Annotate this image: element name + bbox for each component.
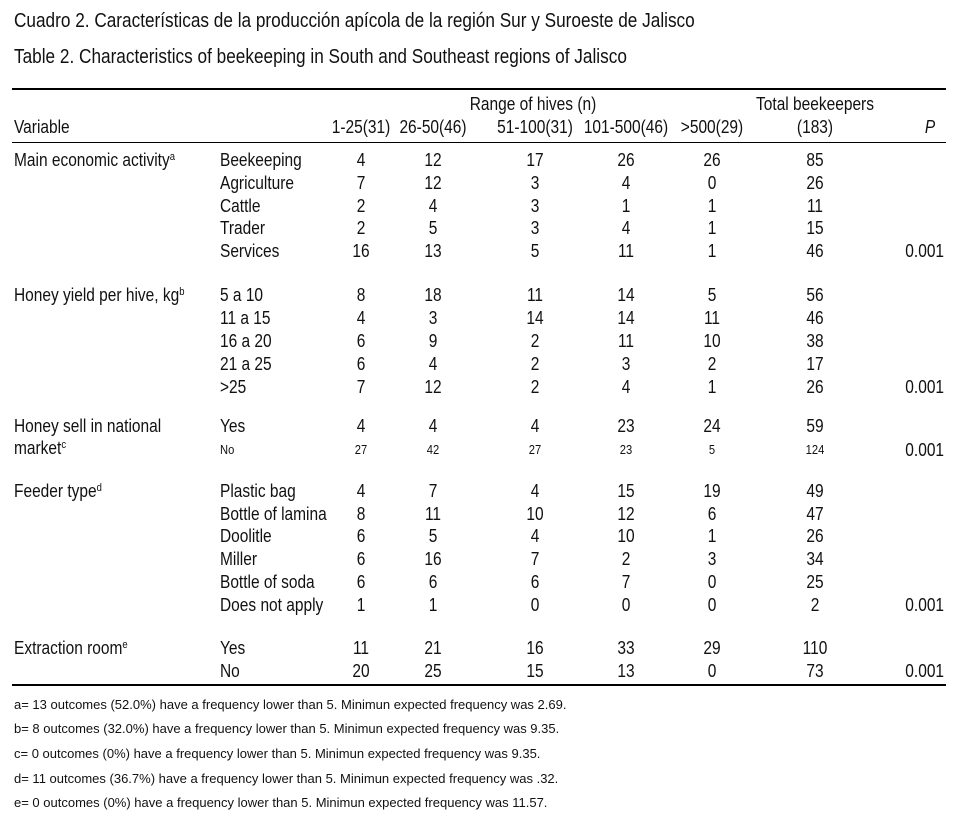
table-cell: 11 (617, 241, 635, 261)
table-cell: 3 (530, 218, 540, 238)
table-cell: 11 (424, 504, 442, 524)
table-cell: 24 (703, 416, 721, 436)
table-cell: 6 (356, 354, 366, 374)
variable-label (14, 416, 161, 437)
table-cell: 0 (707, 661, 717, 681)
header-rule (12, 142, 946, 143)
row-label: Doolitle (220, 526, 272, 546)
footnote-marker: a (169, 151, 175, 163)
table-cell: 6 (356, 549, 366, 569)
table-cell: 11 (526, 285, 544, 305)
table-cell: 7 (530, 549, 540, 569)
row-label: 5 a 10 (220, 285, 264, 305)
total-cell: 26 (806, 377, 824, 397)
table-cell: 4 (621, 377, 631, 397)
table-cell: 1 (356, 595, 366, 615)
variable-label (14, 150, 175, 171)
row-label: Cattle (220, 196, 261, 216)
table-cell: 7 (356, 173, 366, 193)
total-cell: 110 (802, 638, 828, 658)
table-cell: 10 (526, 504, 544, 524)
table-cell: 20 (352, 661, 370, 681)
table-cell: 12 (617, 504, 635, 524)
table-cell: 4 (428, 354, 438, 374)
p-value: 0.001 (905, 595, 944, 615)
table-cell: 2 (621, 549, 631, 569)
range-of-hives-header: Range of hives (n) (469, 94, 597, 114)
row-label: 21 a 25 (220, 354, 272, 374)
total-cell: 46 (806, 241, 824, 261)
total-n-header: (183) (796, 117, 834, 137)
total-cell: 26 (806, 173, 824, 193)
table-cell: 4 (530, 416, 540, 436)
table-cell: 4 (621, 218, 631, 238)
table-cell: 4 (428, 416, 438, 436)
table-cell: 27 (354, 442, 368, 457)
table-cell: 11 (703, 308, 721, 328)
table-cell: 27 (528, 442, 542, 457)
table-cell: 1 (707, 526, 717, 546)
table-cell: 1 (428, 595, 438, 615)
table-cell: 9 (428, 331, 438, 351)
table-cell: 4 (530, 526, 540, 546)
footnote: d= 11 outcomes (36.7%) have a frequency lower than 5. Minimun expected frequency was .32. (14, 771, 559, 786)
table-cell: 6 (356, 331, 366, 351)
footnote-marker: b (179, 286, 185, 298)
table-cell: 13 (424, 241, 442, 261)
table-cell: 5 (428, 218, 438, 238)
table-cell: 14 (617, 285, 635, 305)
table-cell: 2 (530, 377, 540, 397)
table-cell: 4 (428, 196, 438, 216)
table-cell: 5 (707, 285, 717, 305)
row-label: No (220, 442, 235, 457)
total-cell: 59 (806, 416, 824, 436)
table-cell: 5 (530, 241, 540, 261)
total-cell: 17 (806, 354, 824, 374)
table-cell: 11 (352, 638, 370, 658)
table-cell: 3 (707, 549, 717, 569)
row-label: Plastic bag (220, 481, 296, 501)
table-cell: 4 (530, 481, 540, 501)
table-cell: 16 (352, 241, 370, 261)
bottom-rule (12, 684, 946, 686)
table-cell: 15 (526, 661, 544, 681)
table-cell: 2 (356, 218, 366, 238)
table-cell: 0 (707, 173, 717, 193)
variable-text: Honey sell in national (14, 416, 162, 436)
table-cell: 3 (530, 173, 540, 193)
table-cell: 29 (703, 638, 721, 658)
p-header: P (924, 117, 936, 137)
table-cell: 6 (356, 526, 366, 546)
total-cell: 15 (806, 218, 824, 238)
total-cell: 85 (806, 150, 824, 170)
total-cell: 49 (806, 481, 824, 501)
table-cell: 4 (356, 150, 366, 170)
row-label: Miller (220, 549, 257, 569)
variable-text: market (14, 438, 62, 458)
variable-label (14, 481, 102, 502)
total-cell: 46 (806, 308, 824, 328)
total-cell: 38 (806, 331, 824, 351)
variable-text: Extraction room (14, 638, 123, 658)
table-cell: 2 (707, 354, 717, 374)
total-cell: 47 (806, 504, 824, 524)
table-cell: 23 (617, 416, 635, 436)
row-label: 11 a 15 (220, 308, 271, 328)
row-label: Agriculture (220, 173, 295, 193)
table-cell: 26 (617, 150, 635, 170)
table-cell: 25 (424, 661, 442, 681)
table-cell: 1 (707, 377, 717, 397)
table-cell: 10 (617, 526, 635, 546)
table-cell: 5 (708, 442, 716, 457)
row-label: Does not apply (220, 595, 324, 615)
table-cell: 0 (707, 595, 717, 615)
row-label: 16 a 20 (220, 331, 272, 351)
total-cell: 11 (806, 196, 824, 216)
table-cell: 6 (707, 504, 717, 524)
row-label: Beekeeping (220, 150, 302, 170)
footnote: b= 8 outcomes (32.0%) have a frequency lower than 5. Minimun expected frequency was 9.35. (14, 721, 560, 736)
variable-label-line2 (14, 438, 66, 459)
variable-label (14, 285, 184, 306)
row-label: >25 (220, 377, 247, 397)
variable-header: Variable (14, 117, 70, 137)
table-cell: 6 (530, 572, 540, 592)
p-value: 0.001 (905, 661, 944, 681)
total-cell: 56 (806, 285, 824, 305)
table-cell: 6 (356, 572, 366, 592)
table-cell: 6 (428, 572, 438, 592)
table-cell: 3 (428, 308, 438, 328)
row-label: Bottle of soda (220, 572, 315, 592)
column-header: 1-25(31) (331, 117, 391, 137)
footnote-marker: d (96, 482, 102, 494)
table-cell: 4 (356, 308, 366, 328)
table-cell: 5 (428, 526, 438, 546)
table-cell: 3 (621, 354, 631, 374)
table-cell: 7 (621, 572, 631, 592)
table-cell: 14 (526, 308, 544, 328)
column-header: 26-50(46) (399, 117, 467, 137)
table-cell: 7 (428, 481, 438, 501)
total-cell: 2 (810, 595, 820, 615)
table-cell: 4 (356, 416, 366, 436)
row-label: Yes (220, 638, 246, 658)
row-label: Services (220, 241, 280, 261)
row-label: No (220, 661, 240, 681)
top-rule (12, 88, 946, 90)
column-header: 51-100(31) (497, 117, 573, 137)
table-cell: 26 (703, 150, 721, 170)
p-value: 0.001 (905, 440, 944, 460)
table-cell: 2 (356, 196, 366, 216)
total-cell: 34 (806, 549, 824, 569)
footnote: c= 0 outcomes (0%) have a frequency lower than 5. Minimun expected frequency was 9.35. (14, 746, 541, 761)
table-cell: 18 (424, 285, 442, 305)
table-cell: 10 (703, 331, 721, 351)
total-cell: 73 (806, 661, 824, 681)
table-cell: 2 (530, 331, 540, 351)
table-cell: 12 (424, 377, 442, 397)
table-cell: 33 (617, 638, 635, 658)
total-beekeepers-header: Total beekeepers (756, 94, 874, 114)
total-cell: 26 (806, 526, 824, 546)
variable-label (14, 638, 128, 659)
table-cell: 12 (424, 173, 442, 193)
table-cell: 2 (530, 354, 540, 374)
table-cell: 16 (424, 549, 442, 569)
footnote: a= 13 outcomes (52.0%) have a frequency lower than 5. Minimun expected frequency was 2.69. (14, 697, 567, 712)
table-cell: 7 (356, 377, 366, 397)
footnote: e= 0 outcomes (0%) have a frequency lower than 5. Minimun expected frequency was 11.57. (14, 795, 548, 810)
table-cell: 42 (426, 442, 440, 457)
column-header: >500(29) (680, 117, 744, 137)
table-cell: 4 (621, 173, 631, 193)
table-title-english: Table 2. Characteristics of beekeeping in South and Southeast regions of Jalisco (14, 46, 627, 68)
table-cell: 21 (424, 638, 442, 658)
table-cell: 16 (526, 638, 544, 658)
variable-text: Main economic activity (14, 150, 170, 170)
table-cell: 4 (356, 481, 366, 501)
total-cell: 25 (806, 572, 824, 592)
table-cell: 3 (530, 196, 540, 216)
table-cell: 23 (619, 442, 633, 457)
variable-text: Honey yield per hive, kg (14, 285, 180, 305)
table-cell: 1 (707, 218, 717, 238)
p-value: 0.001 (905, 241, 944, 261)
table-cell: 8 (356, 285, 366, 305)
table-title-spanish: Cuadro 2. Características de la producción apícola de la región Sur y Suroeste de Jalisco (14, 10, 695, 32)
row-label: Trader (220, 218, 266, 238)
table-cell: 12 (424, 150, 442, 170)
table-cell: 11 (617, 331, 635, 351)
table-cell: 1 (621, 196, 631, 216)
table-cell: 1 (707, 196, 717, 216)
p-value: 0.001 (905, 377, 944, 397)
table-cell: 8 (356, 504, 366, 524)
column-header: 101-500(46) (583, 117, 669, 137)
table-cell: 0 (530, 595, 540, 615)
total-cell: 124 (805, 442, 825, 457)
row-label: Yes (220, 416, 246, 436)
table-cell: 14 (617, 308, 635, 328)
footnote-marker: e (122, 639, 128, 651)
footnote-marker: c (61, 439, 67, 451)
table-cell: 1 (707, 241, 717, 261)
table-cell: 13 (617, 661, 635, 681)
row-label: Bottle of lamina (220, 504, 327, 524)
variable-text: Feeder type (14, 481, 97, 501)
table-cell: 17 (526, 150, 544, 170)
table-cell: 0 (621, 595, 631, 615)
table-cell: 0 (707, 572, 717, 592)
table-cell: 19 (703, 481, 721, 501)
table-cell: 15 (617, 481, 635, 501)
